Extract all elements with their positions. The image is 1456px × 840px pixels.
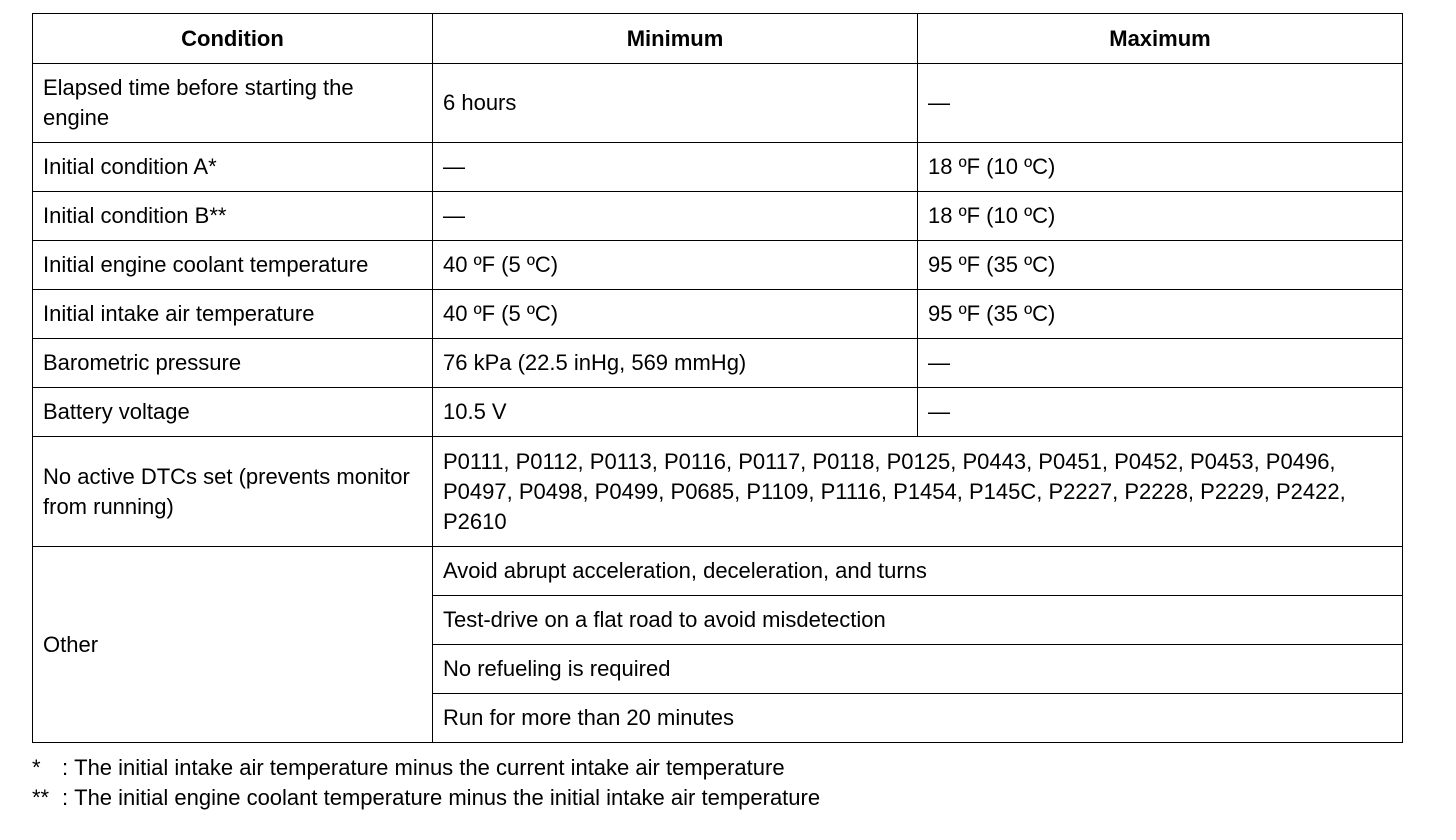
minimum-cell: — xyxy=(433,192,918,241)
maximum-cell: 18 ºF (10 ºC) xyxy=(918,192,1403,241)
other-condition-cell: Other xyxy=(33,547,433,743)
condition-cell: Initial engine coolant temperature xyxy=(33,241,433,290)
maximum-cell: 95 ºF (35 ºC) xyxy=(918,290,1403,339)
dtc-row xyxy=(33,437,1403,547)
footnote-mark: * xyxy=(32,755,41,780)
condition-cell: Initial condition A* xyxy=(33,143,433,192)
condition-cell: Barometric pressure xyxy=(33,339,433,388)
maximum-cell: — xyxy=(918,339,1403,388)
maximum-cell: — xyxy=(918,64,1403,143)
footnote-separator: : xyxy=(62,785,69,810)
table-row xyxy=(33,388,1403,437)
footnote xyxy=(32,783,1402,813)
minimum-cell: 76 kPa (22.5 inHg, 569 mmHg) xyxy=(433,339,918,388)
minimum-cell: 40 ºF (5 ºC) xyxy=(433,290,918,339)
table-row xyxy=(33,290,1403,339)
minimum-cell: 6 hours xyxy=(433,64,918,143)
minimum-cell: 40 ºF (5 ºC) xyxy=(433,241,918,290)
minimum-cell: — xyxy=(433,143,918,192)
other-row xyxy=(33,547,1403,596)
footnote-mark: ** xyxy=(32,785,50,810)
other-item-cell: Test-drive on a flat road to avoid misdetection xyxy=(433,596,1403,645)
document-sheet xyxy=(32,13,1402,813)
condition-cell: Battery voltage xyxy=(33,388,433,437)
table-row xyxy=(33,143,1403,192)
footnotes xyxy=(32,753,1402,813)
condition-cell: Elapsed time before starting the engine xyxy=(33,64,433,143)
conditions-table xyxy=(32,13,1403,743)
table-row xyxy=(33,64,1403,143)
other-item-cell: Avoid abrupt acceleration, deceleration, and turns xyxy=(433,547,1403,596)
header-condition: Condition xyxy=(33,14,433,64)
footnote-separator: : xyxy=(62,755,69,780)
dtc-codes-cell: P0111, P0112, P0113, P0116, P0117, P0118, P0125, P0443, P0451, P0452, P0453, P0496, P0497, P0498, P0499, P0685, P1109, P1116, P1454, P145C, P2227, P2228, P2229, P2422, P2610 xyxy=(433,437,1403,547)
maximum-cell: — xyxy=(918,388,1403,437)
header-minimum: Minimum xyxy=(433,14,918,64)
header-maximum: Maximum xyxy=(918,14,1403,64)
footnote-text: The initial engine coolant temperature minus the initial intake air temperature xyxy=(74,785,821,810)
footnote xyxy=(32,753,1402,783)
other-item-cell: No refueling is required xyxy=(433,645,1403,694)
maximum-cell: 18 ºF (10 ºC) xyxy=(918,143,1403,192)
dtc-condition-cell: No active DTCs set (prevents monitor from running) xyxy=(33,437,433,547)
minimum-cell: 10.5 V xyxy=(433,388,918,437)
condition-cell: Initial condition B** xyxy=(33,192,433,241)
table-row xyxy=(33,339,1403,388)
table-header-row xyxy=(33,14,1403,64)
table-row xyxy=(33,241,1403,290)
condition-cell: Initial intake air temperature xyxy=(33,290,433,339)
other-item-cell: Run for more than 20 minutes xyxy=(433,694,1403,743)
maximum-cell: 95 ºF (35 ºC) xyxy=(918,241,1403,290)
table-row xyxy=(33,192,1403,241)
footnote-text: The initial intake air temperature minus the current intake air temperature xyxy=(74,755,785,780)
